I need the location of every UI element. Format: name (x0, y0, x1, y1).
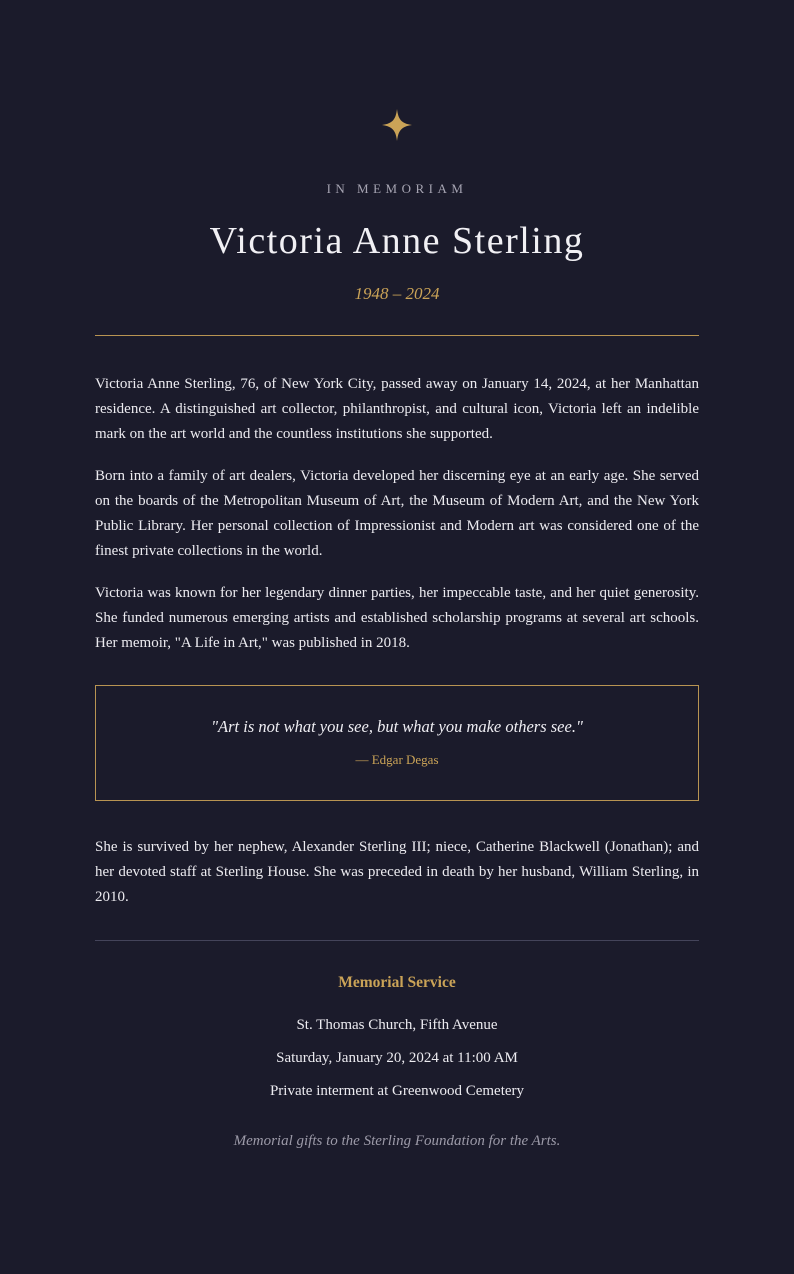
life-dates: 1948 – 2024 (354, 284, 440, 303)
four-point-star-icon (382, 109, 412, 141)
quote-text: "Art is not what you see, but what you make others see." (211, 717, 583, 736)
in-memoriam-label: IN MEMORIAM (326, 181, 468, 196)
memorial-gifts-note: Memorial gifts to the Sterling Foundation for the Arts. (233, 1133, 561, 1149)
service-location: St. Thomas Church, Fifth Avenue (296, 1017, 498, 1033)
quote-box (95, 685, 699, 801)
obituary-content (95, 109, 699, 1151)
header-ornament (95, 109, 699, 141)
deceased-name: Victoria Anne Sterling (209, 220, 585, 262)
obituary-paragraph: Victoria Anne Sterling, 76, of New York City, passed away on January 14, 2024, at her Manhattan residence. A distinguished art collector, philanthropist, and cultural icon, Victoria left an indelible mark on the art world and the countless institutions she supported. (95, 376, 699, 442)
survivors-section (95, 835, 699, 910)
obituary-paragraph: Born into a family of art dealers, Victoria developed her discerning eye at an early age. She served on the boards of the Metropolitan Museum of Art, the Museum of Modern Art, and the New York Public Library. Her personal collection of Impressionist and Modern art was considered one of the finest private collections in the world. (95, 468, 699, 559)
service-interment: Private interment at Greenwood Cemetery (269, 1083, 525, 1099)
gold-divider (95, 335, 699, 336)
quote-author: — Edgar Degas (355, 752, 439, 767)
obituary-body (95, 372, 699, 656)
service-title: Memorial Service (338, 974, 456, 991)
obituary-paragraph: Victoria was known for her legendary dinner parties, her impeccable taste, and her quiet generosity. She funded numerous emerging artists and established scholarship programs at several art schools. Her memoir, "A Life in Art," was published in 2018. (95, 585, 699, 651)
survivors-paragraph: She is survived by her nephew, Alexander Sterling III; niece, Catherine Blackwell (Jonathan); and her devoted staff at Sterling House. She was preceded in death by her husband, William Sterling, in 2010. (95, 839, 699, 905)
memorial-service-section (95, 973, 699, 1101)
service-datetime: Saturday, January 20, 2024 at 11:00 AM (276, 1050, 518, 1066)
grey-divider (95, 940, 699, 941)
